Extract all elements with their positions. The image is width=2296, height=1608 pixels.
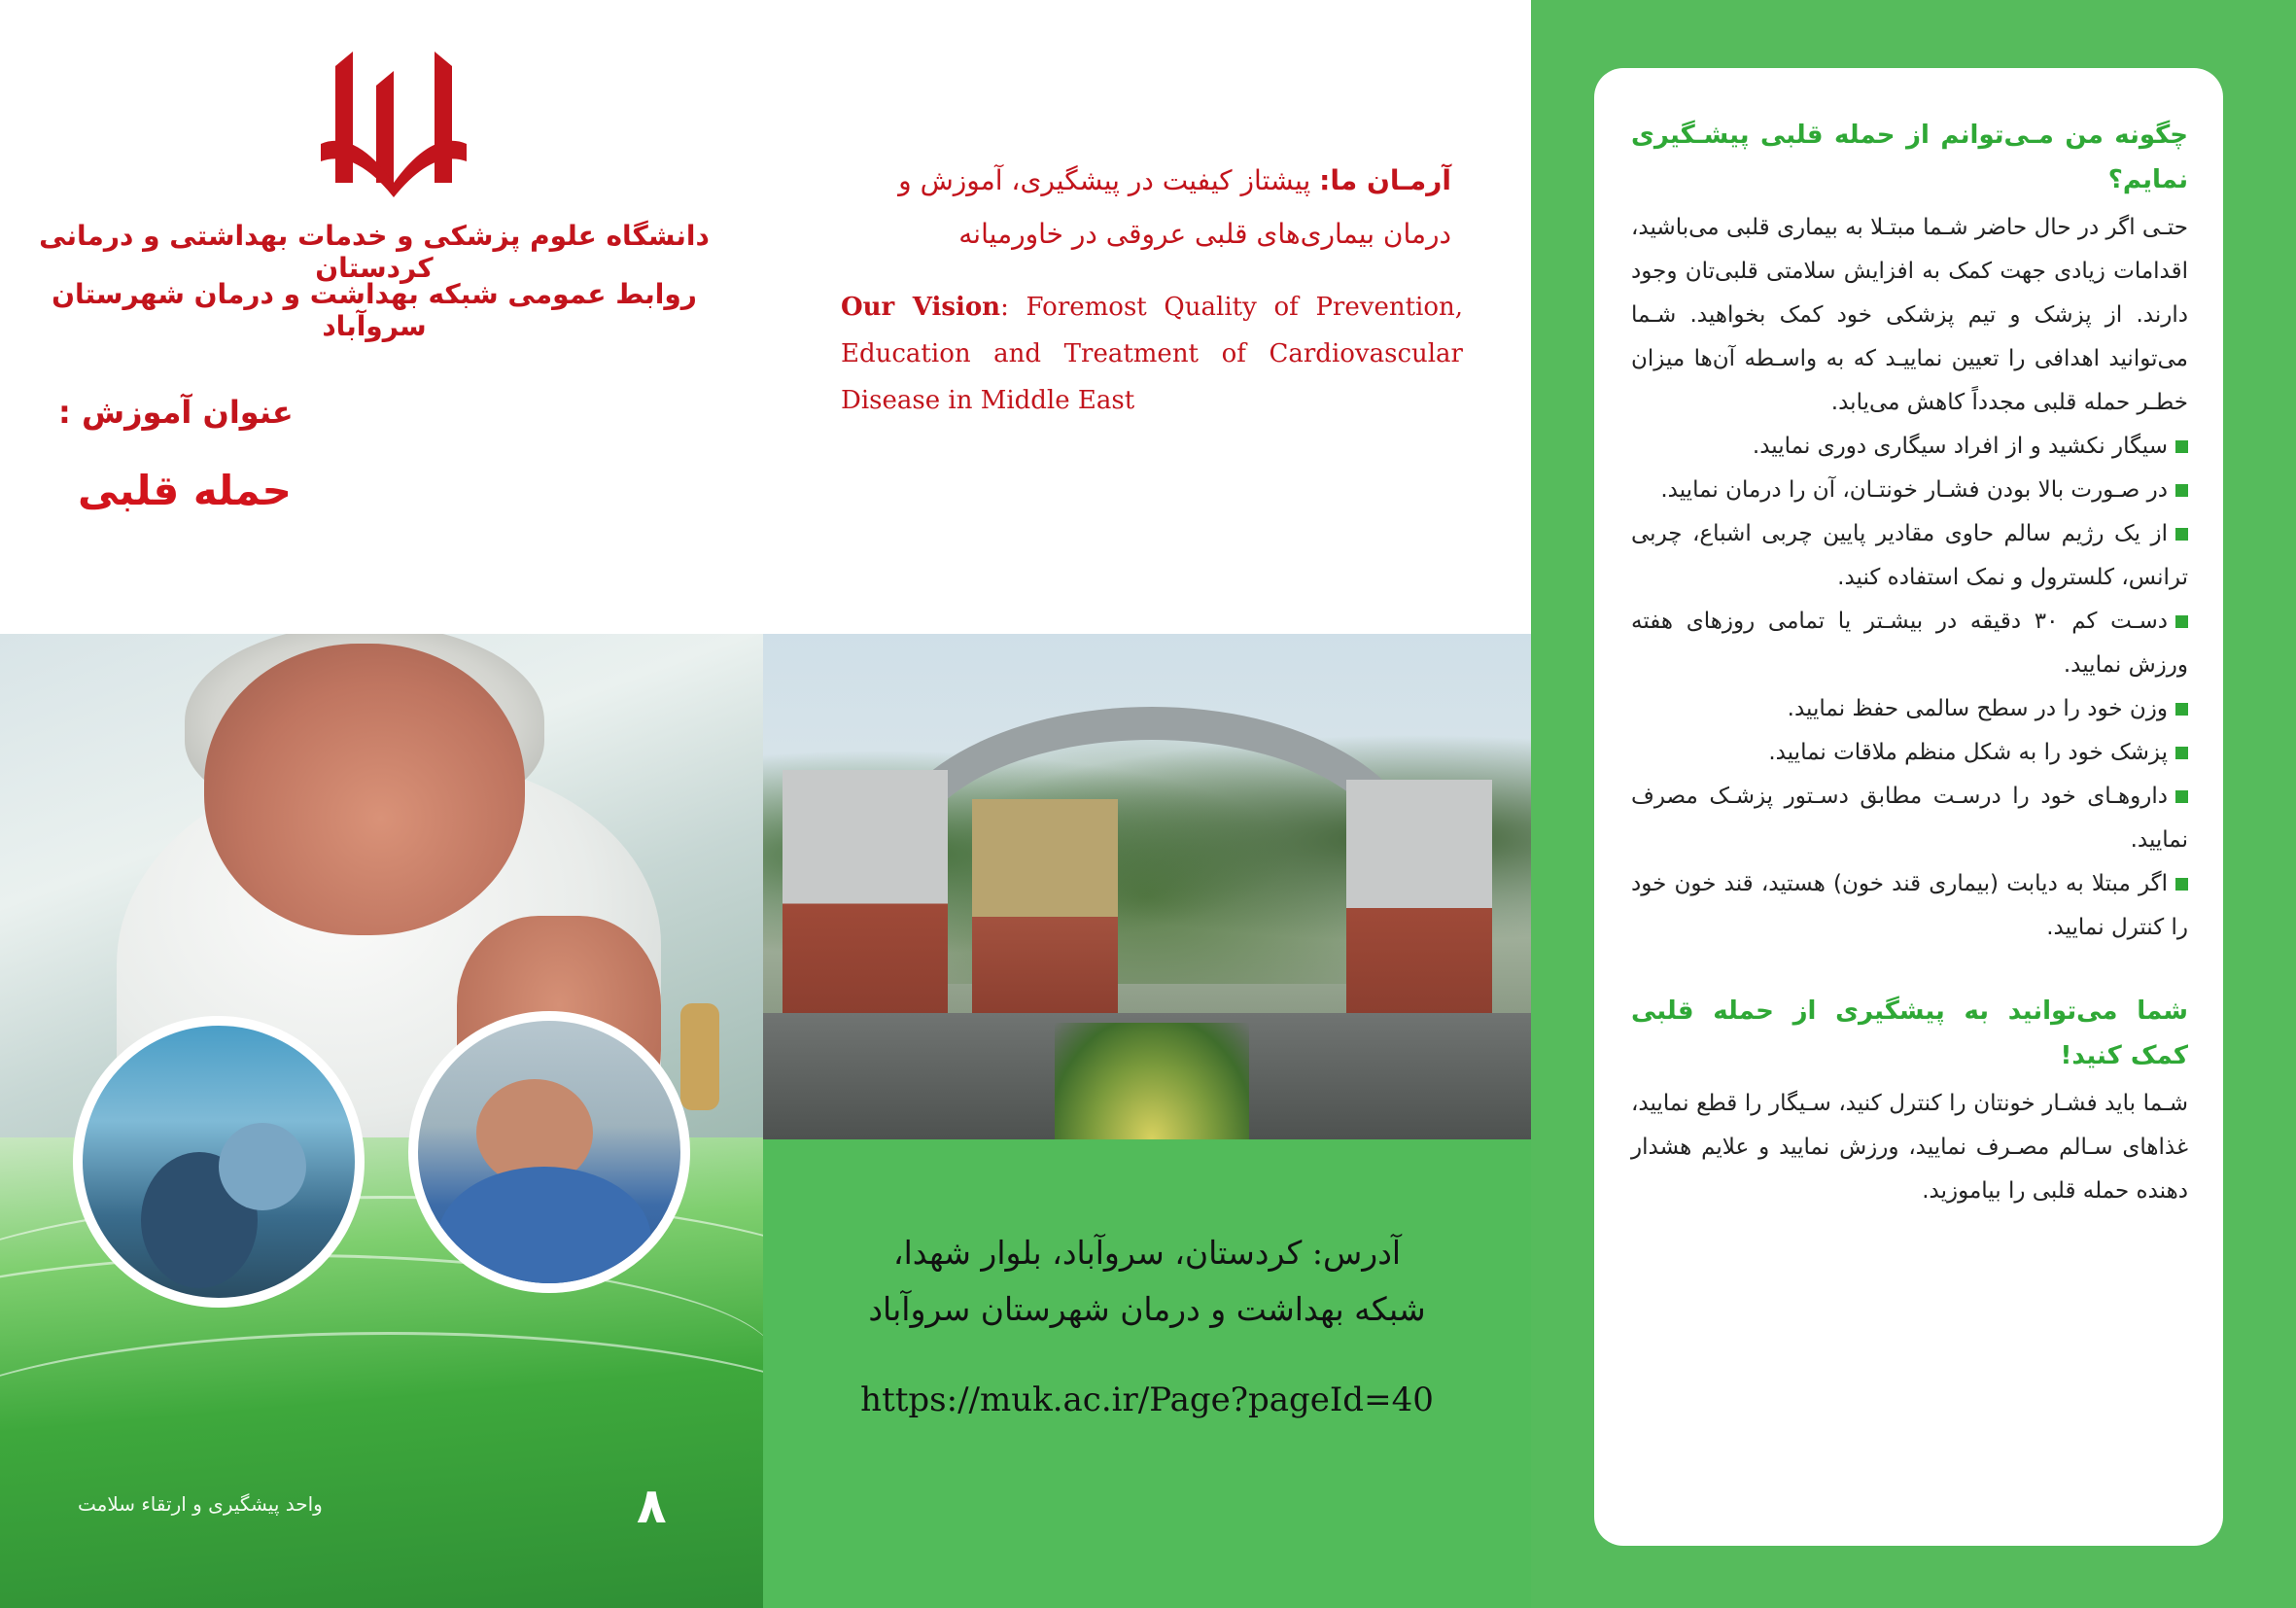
- list-item: سیگار نکشید و از افراد سیگاری دوری نمایید.: [1631, 425, 2188, 469]
- bullet-square-icon: [2175, 790, 2188, 803]
- vision-english-body: : Foremost Quality of Prevention, Education and Treatment of Cardiovascular Disease in Middle East: [841, 293, 1463, 415]
- public-relations-name: روابط عمومی شبکه بهداشت و درمان شهرستان سروآباد: [52, 278, 697, 342]
- list-item: پزشک خود را به شکل منظم ملاقات نمایید.: [1631, 731, 2188, 775]
- address: [802, 1225, 1492, 1338]
- info-card: [1594, 68, 2223, 1546]
- unit-label: واحد پیشگیری و ارتقاء سلامت: [78, 1492, 323, 1516]
- list-item: در صـورت بالا بودن فشـار خونتـان، آن را درمان نمایید.: [1631, 469, 2188, 512]
- topic-title: حمله قلبی: [78, 467, 292, 514]
- list-item: وزن خود را در سطح سالمی حفظ نمایید.: [1631, 687, 2188, 731]
- vision-english: [841, 284, 1463, 424]
- address-box: [763, 1139, 1531, 1608]
- list-item: اگر مبتلا به دیابت (بیماری قند خون) هستید، قند خون خود را کنترل نمایید.: [1631, 871, 2188, 940]
- address-line-2: شبکه بهداشت و درمان شهرستان سروآباد: [868, 1290, 1426, 1328]
- operating-room-photo: [73, 1016, 365, 1308]
- page-number: ۸: [637, 1478, 667, 1534]
- section-help-body: شـما باید فشـار خونتان را کنترل کنید، سـیگار را قطع نمایید، غذاهای سـالم مصـرف نمایید، ورزش نمایید و علایم هشدار دهنده حمله قلبی را بیاموزید.: [1631, 1091, 2188, 1204]
- university-name: دانشگاه علوم پزشکی و خدمات بهداشتی و درمانی کردستان: [39, 220, 710, 284]
- cover-panel: [0, 0, 763, 1608]
- section-intro: حتـی اگر در حال حاضر شـما مبتـلا به بیماری قلبی می‌باشید، اقدامات زیادی جهت کمک به افزایش سلامتی قلبی‌تان وجود دارند. از پزشک و تیم پزشکی خود کمک بخواهید. شـما می‌توانید اهدافی را تعیین نماییـد که به واسـطه آن‌ها میزان خطـر حمله قلبی مجدداً کاهش می‌یابد.: [1631, 215, 2188, 415]
- bullet-square-icon: [2175, 484, 2188, 497]
- vision-persian-lead: آرمـان ما:: [1319, 164, 1451, 196]
- bullet-square-icon: [2175, 703, 2188, 716]
- vision-panel: [763, 0, 1531, 1608]
- bullet-square-icon: [2175, 528, 2188, 541]
- bullet-square-icon: [2175, 440, 2188, 453]
- list-item: داروهـای خود را درسـت مطابق دسـتور پزشـک مصرف نمایید.: [1631, 784, 2188, 853]
- website-url: https://muk.ac.ir/Page?pageId=40: [860, 1381, 1434, 1419]
- bullet-square-icon: [2175, 878, 2188, 891]
- hospital-gate-photo: [763, 634, 1531, 1139]
- vision-persian-body: پیشتاز کیفیت در پیشگیری، آموزش و درمان بیماری‌های قلبی عروقی در خاورمیانه: [898, 164, 1451, 250]
- list-item: از یک رژیم سالم حاوی مقادیر پایین چربی اشباع، چربی ترانس، کلسترول و نمک استفاده کنید.: [1631, 521, 2188, 590]
- list-item: دسـت کم ۳۰ دقیقه در بیشـتر یا تمامی روزهای هفته ورزش نمایید.: [1631, 609, 2188, 678]
- vision-persian: [829, 154, 1451, 261]
- patient-photo: [408, 1011, 690, 1293]
- address-line-1: آدرس: کردستان، سروآباد، بلوار شهدا،: [892, 1234, 1402, 1272]
- info-panel: [1531, 0, 2296, 1608]
- bullet-square-icon: [2175, 615, 2188, 628]
- prevention-list: [1631, 425, 2188, 950]
- section-title-help: شما می‌توانید به پیشگیری از حمله قلبی کمک کنید!: [1631, 996, 2188, 1070]
- topic-label: عنوان آموزش :: [58, 394, 294, 431]
- section-title-prevention: چگونه من مـی‌توانم از حمله قلبی پیشـگیری نمایم؟: [1631, 121, 2188, 194]
- university-logo: [316, 47, 471, 202]
- vision-english-lead: Our Vision: [841, 293, 1001, 322]
- bullet-square-icon: [2175, 747, 2188, 759]
